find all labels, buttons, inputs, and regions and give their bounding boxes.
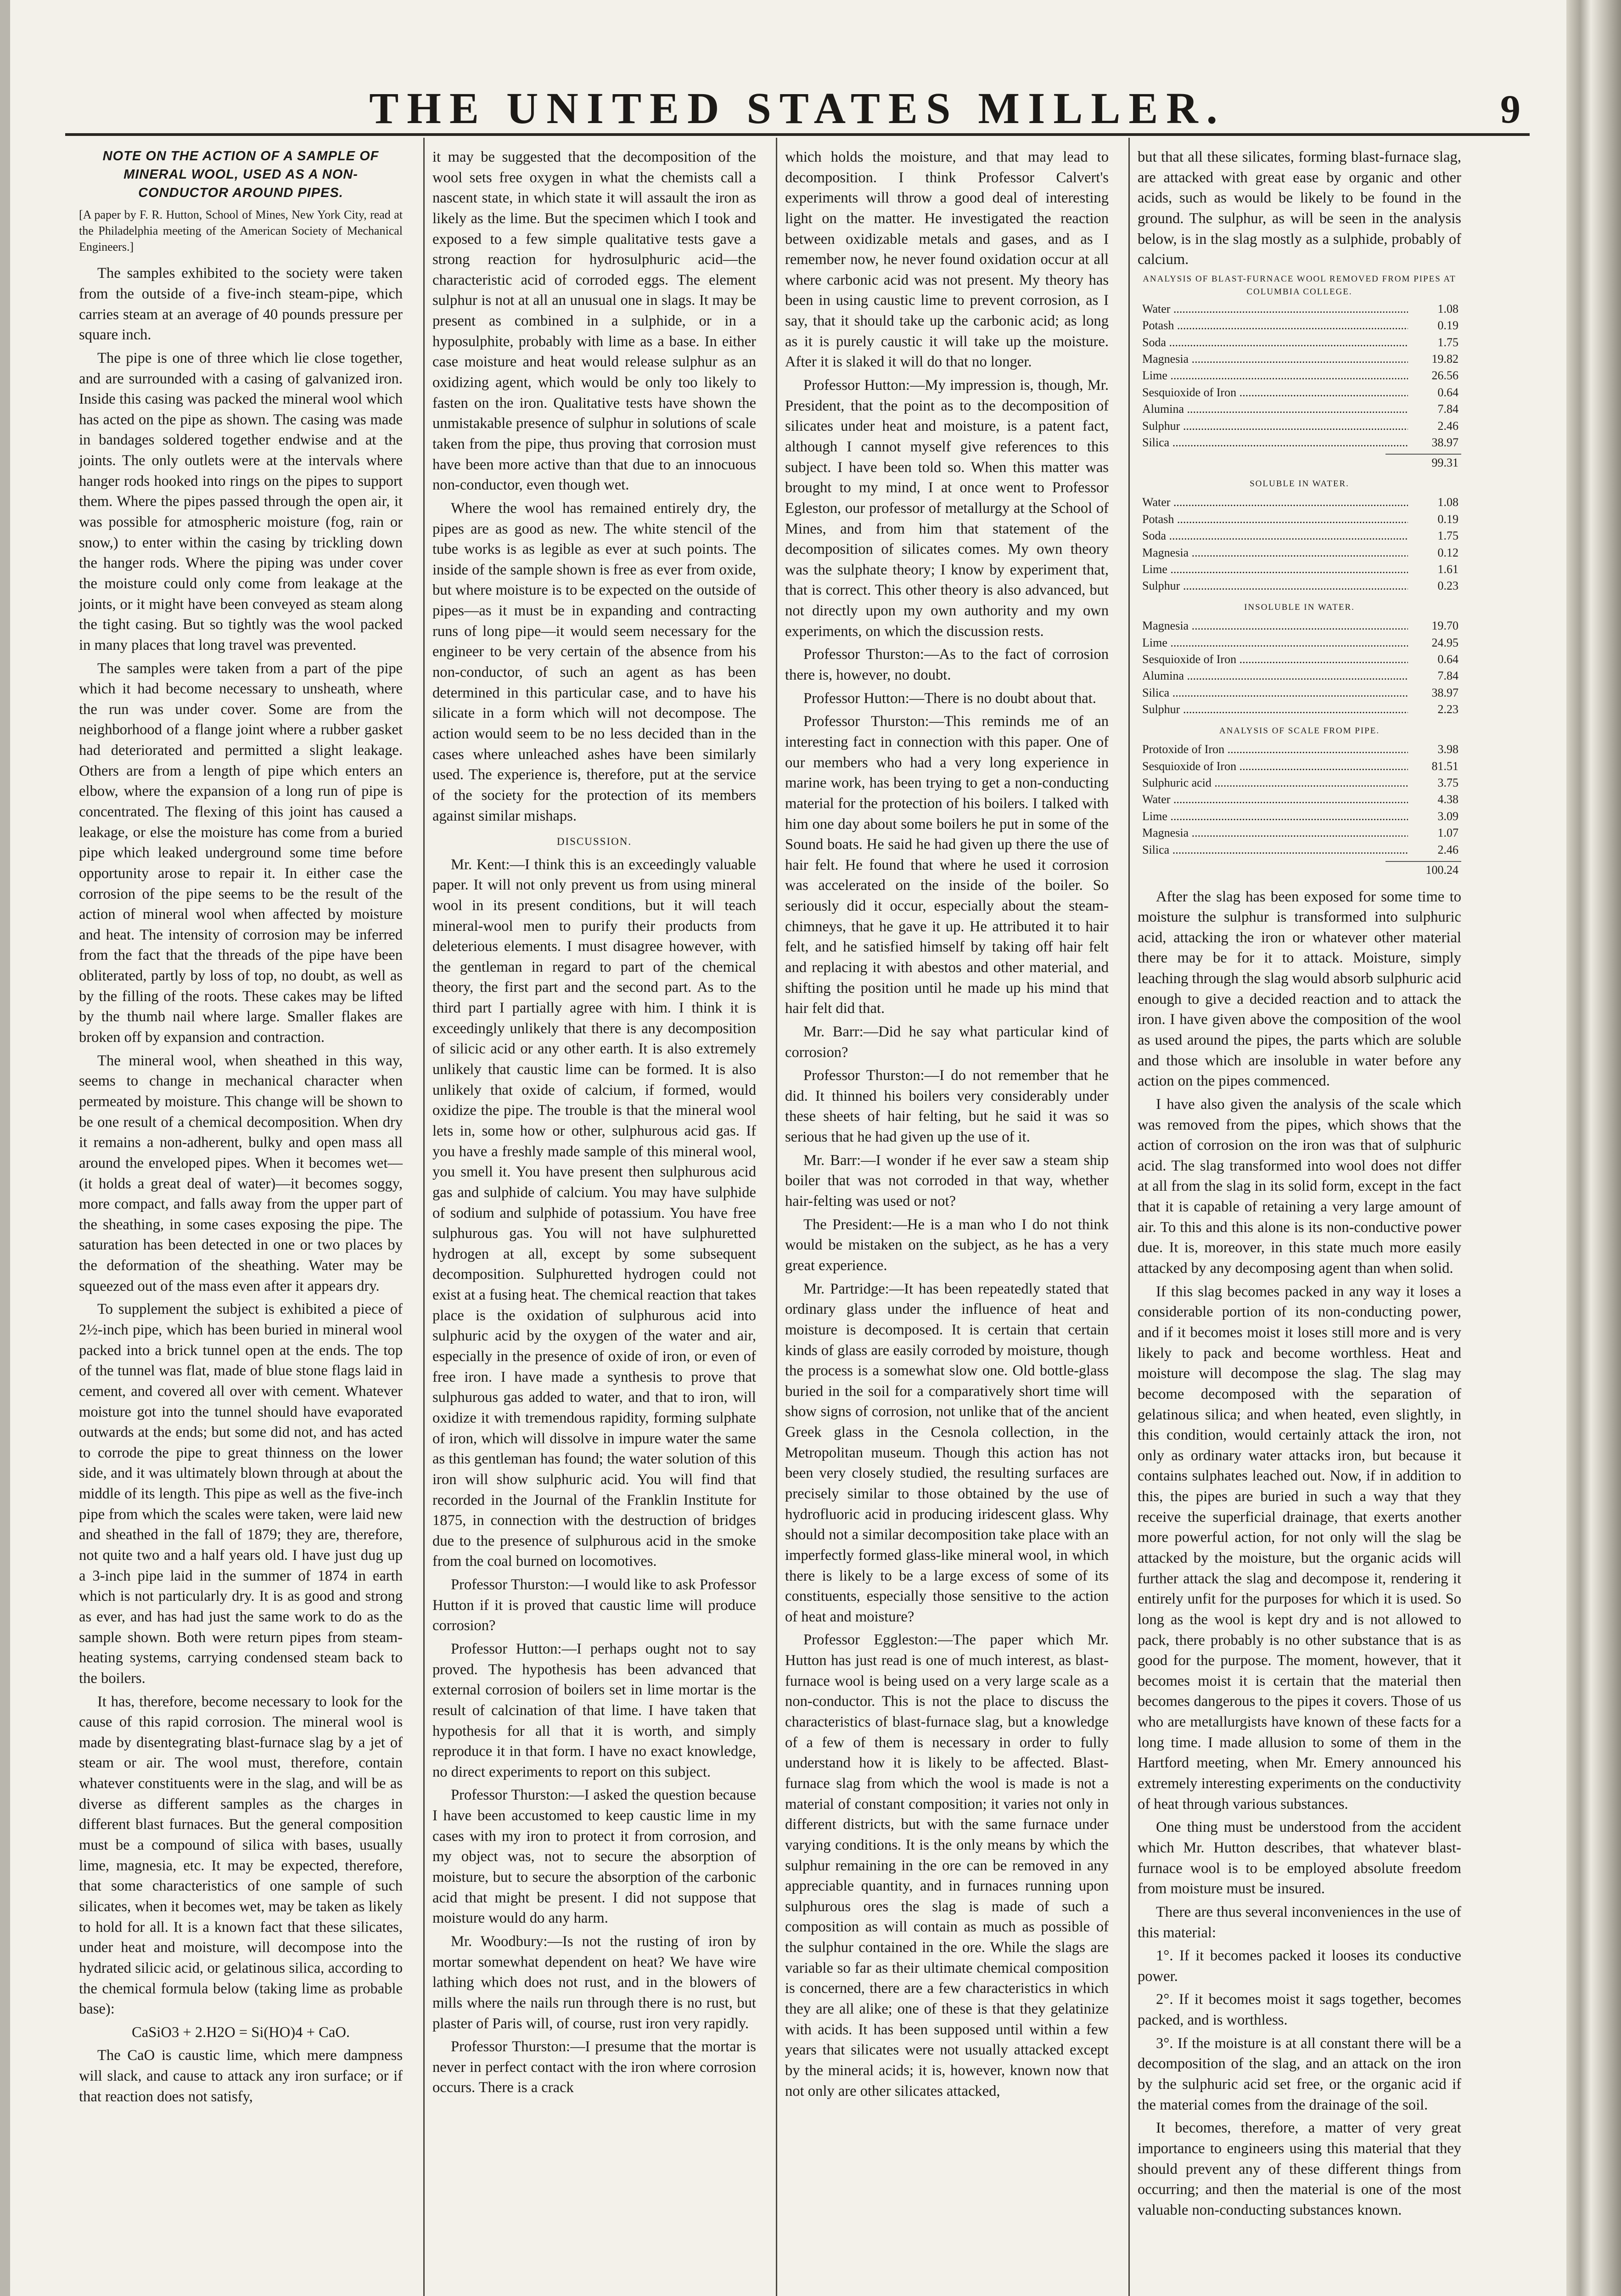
table-cell-substance: Magnesia .....	[1142, 618, 1408, 634]
table-cell-substance: Silica .....	[1142, 685, 1408, 701]
paragraph: Mr. Partridge:—It has been repeatedly stated that ordinary glass under the influence of heat and moisture is decomposed. It is certain that certain kinds of glass are easily corroded by moisture, though the process is a somewhat slow one. Old bottle-glass buried in the soil for a comparatively short time will show signs of corrosion, not unlike that of the ancient Greek glass in the Cesnola collection, in the Metropolitan museum. Though this action has not been very closely studied, the resulting surfaces are precisely similar to those obtained by the use of hydrofluoric acid in producing iridescent glass. Why should not a similar decomposition take place with an imperfectly formed glass-like mineral wool, in which there is likely to be a large excess of some of its constituents, especially those sensitive to the action of heat and moisture?	[785, 1280, 1109, 1625]
table-cell-value: 0.12	[1437, 546, 1458, 559]
paragraph: Mr. Kent:—I think this is an exceedingly valuable paper. It will not only prevent us from using mineral wool in its present conditions, but it will teach mineral-wool men to purify their products from deleterious elements. I must disagree however, with the gentleman in regard to part of the chemical theory, the first part and the second part. As to the third part I partially agree with him. I think it is exceedingly unlikely that there is any decomposition of silicic acid or any other earth. It is also extremely unlikely that caustic lime can be formed. It is also unlikely that oxide of calcium, if formed, would oxidize the pipe. The trouble is that the mineral wool lets in, some how or other, sulphurous acid gas. If you have a freshly made sample of this mineral wool, you smell it. You have present then sulphurous acid gas and sulphide of calcium. You may have sulphide of sodium and sulphide of potassium. You have free sulphurous gas. You will not have sulphuretted hydrogen at all, except by some subsequent decomposition. Sulphuretted hydrogen could not exist at a fusing heat. The chemical reaction that takes place is the oxidation of sulphurous acid into sulphuric acid by the oxygen of the water and air, especially in the presence of oxide of iron, or even of free iron. I have made a synthesis to prove that sulphurous gas added to water, and that to iron, will oxidize it with tremendous rapidity, forming sulphate of iron, which will dissolve in impure water the same as this gentleman has found; the water solution of this iron will show sulphuric acid. You will find that recorded in the Journal of the Franklin Institute for 1875, in connection with the destruction of bridges due to the presence of sulphurous acid in the smoke from the coal burned on locomotives.	[432, 856, 756, 1570]
table-cell-substance: Lime .....	[1142, 367, 1408, 384]
paragraph: I have also given the analysis of the scale which was removed from the pipes, which shows that the action of corrosion on the iron was that of sulphuric acid. The slag transformed into wool does not differ at all from the slag in its solid form, except in the fact that it is capable of retaining a very large amount of air. To this and this alone is its non-conductive power due. It is, moreover, in this state much more easily attacked by any decomposing agent than when solid.	[1138, 1096, 1461, 1277]
column-rule	[423, 138, 425, 2296]
table-cell-substance: Magnesia .....	[1142, 545, 1408, 561]
table-cell-substance: Sesquioxide of Iron .....	[1142, 384, 1408, 401]
table-cell-value: 0.19	[1437, 319, 1458, 332]
table-row	[1138, 758, 1461, 775]
insoluble-table-title: INSOLUBLE IN WATER.	[1244, 602, 1355, 612]
page-number: 9	[1500, 87, 1520, 132]
paragraph: Mr. Barr:—Did he say what particular kind of corrosion?	[785, 1023, 1109, 1061]
table-cell-substance: Magnesia .....	[1142, 825, 1408, 841]
table-cell-substance: Water .....	[1142, 301, 1408, 317]
scale-table	[1138, 741, 1461, 858]
table-cell-value: 3.09	[1437, 809, 1458, 823]
paragraph: Professor Hutton:—My impression is, though, Mr. President, that the point as to the decomposition of silicates under heat and moisture, is a patent fact, although I cannot myself give references to this subject. I have been told so. When this matter was brought to my mind, I at once went to Professor Egleston, our professor of metallurgy at the School of Mines, and from him that statement of the decomposition of silicates comes. My own theory was the sulphate theory; I know by experiment that, that is correct. This other theory is also advanced, but not directly upon my own authority and my own experiments, on which the discussion rests.	[785, 377, 1109, 640]
masthead-title: THE UNITED STATES MILLER.	[369, 84, 1226, 133]
paragraph: After the slag has been exposed for some time to moisture the sulphur is transformed into sulphuric acid, attacking the iron or whatever other material there may be for it to attack. Moisture, simply leaching through the slag would absorb sulphuric acid enough to give a decided reaction and to attack the iron. I have given above the composition of the wool as used around the pipes, the parts which are soluble and those which are insoluble in water before any action on the pipes commenced.	[1138, 888, 1461, 1090]
analysis-table-title: ANALYSIS OF BLAST-FURNACE WOOL REMOVED FROM PIPES AT COLUMBIA COLLEGE.	[1143, 274, 1456, 297]
table-cell-substance: Sulphuric acid .....	[1142, 775, 1408, 791]
table-row	[1138, 301, 1461, 317]
table-cell-substance: Potash .....	[1142, 511, 1408, 528]
paragraph: 3°. If the moisture is at all constant there will be a decomposition of the slag, and an attack on the iron by the sulphuric acid set free, or the organic acid if the material comes from the drainage of the soil.	[1138, 2035, 1461, 2113]
table-cell-value: 0.23	[1437, 579, 1458, 593]
table-row	[1138, 701, 1461, 718]
table-cell-substance: Sulphur .....	[1142, 578, 1408, 594]
table-row	[1138, 334, 1461, 351]
table-cell-substance: Lime .....	[1142, 561, 1408, 578]
analysis-total: 99.31	[1385, 454, 1461, 471]
table-cell-value: 38.97	[1431, 686, 1458, 699]
table-cell-substance: Water .....	[1142, 494, 1408, 511]
paragraph: There are thus several inconveniences in the use of this material:	[1138, 1903, 1461, 1941]
table-cell-value: 0.64	[1437, 385, 1458, 399]
table-cell-value: 4.38	[1437, 793, 1458, 806]
paragraph: Professor Eggleston:—The paper which Mr. Hutton has just read is one of much interest, as blast-furnace wool is being used on a very large scale as a non-conductor. This is not the place to discuss the characteristics of blast-furnace slag, but a knowledge of a few of them is necessary in order to fully understand how it is likely to be affected. Blast-furnace slag from which the wool is made is not a material of constant composition; it varies not only in different districts, but with the same furnace under varying conditions. It is the only means by which the sulphur remaining in the ore can be removed in any appreciable quantity, and in furnaces running upon sulphurous ores the slag is made of such a composition as will contain as much as possible of the sulphur contained in the ore. While the slags are variable so far as their ultimate chemical composition is concerned, there are a few characteristics in which they are all alike; one of these is that they gelatinize with acids. It has been supposed until within a few years that silicates were not usually attacked except by the mineral acids; it is, however, known now that not only are other silicates attacked,	[785, 1632, 1109, 2099]
table-row	[1138, 561, 1461, 578]
column-rule	[1128, 138, 1130, 2296]
table-cell-substance: Sesquioxide of Iron .....	[1142, 758, 1408, 775]
table-cell-value: 19.70	[1431, 619, 1458, 633]
insoluble-table	[1138, 618, 1461, 718]
table-row	[1138, 545, 1461, 561]
paragraph: Professor Thurston:—I would like to ask Professor Hutton if it is proved that caustic lime will produce corrosion?	[432, 1576, 756, 1634]
table-cell-substance: Alumina .....	[1142, 668, 1408, 684]
table-cell-value: 1.75	[1437, 529, 1458, 543]
table-row	[1138, 578, 1461, 594]
table-cell-value: 1.08	[1437, 302, 1458, 315]
paragraph: Mr. Barr:—I wonder if he ever saw a steam ship boiler that was not corroded in that way, whether hair-felting was used or not?	[785, 1152, 1109, 1210]
paragraph: The pipe is one of three which lie close together, and are surrounded with a casing of galvanized iron. Inside this casing was packed the mineral wool which has acted on the pipe as shown. The casing was made in bandages soldered together endwise and at the joints. The only outlets were at the intervals where hanger rods hooked into rings on the pipes to support them. Where the pipes passed through the open air, it was possible for atmospheric moisture (fog, rain or snow,) to enter within the casing by trickling down the hanger rods. Where the piping was under cover the moisture could only come from leakage at the joints, or it might have been conveyed as steam along the tight casing. But so tightly was the wool packed in many places that long travel was prevented.	[79, 349, 403, 653]
table-cell-substance: Soda .....	[1142, 528, 1408, 544]
discussion-heading: DISCUSSION.	[556, 836, 632, 848]
table-row	[1138, 668, 1461, 684]
table-cell-value: 3.75	[1437, 776, 1458, 789]
table-cell-substance: Alumina .....	[1142, 401, 1408, 417]
book-binding	[1566, 0, 1621, 2296]
table-row	[1138, 351, 1461, 367]
paragraph: 1°. If it becomes packed it looses its conductive power.	[1138, 1947, 1461, 1985]
table-row	[1138, 511, 1461, 528]
paragraph: Professor Thurston:—This reminds me of an interesting fact in connection with this paper. One of our members who had a very long experience in marine work, has been trying to get a non-conducting material for the protection of his boilers. I talked with him one day about some boilers he put in some of the Sound boats. He said he had given up there the use of hair felt. He found that where he used it corrosion was accelerated on the inside of the boiler. So seriously did it occur, especially about the steam-chimneys, that he gave it up. He attributed it to hair felt, and he satisfied himself by taking off hair felt and replacing it with abestos and other material, and shifting the position until he made up his mind that hair felt did that.	[785, 713, 1109, 1017]
masthead	[65, 69, 1530, 136]
table-cell-substance: Silica .....	[1142, 842, 1408, 858]
column-2	[432, 147, 756, 2101]
table-cell-substance: Protoxide of Iron .....	[1142, 741, 1408, 758]
table-cell-substance: Sesquioxide of Iron .....	[1142, 651, 1408, 668]
table-cell-value: 2.23	[1437, 703, 1458, 716]
chemical-formula: CaSiO3 + 2.H2O = Si(HO)4 + CaO.	[131, 2024, 350, 2041]
table-row	[1138, 651, 1461, 668]
table-cell-value: 7.84	[1437, 402, 1458, 416]
scale-table-title: ANALYSIS OF SCALE FROM PIPE.	[1219, 726, 1380, 736]
column-3	[785, 147, 1109, 2104]
scale-total: 100.24	[1385, 861, 1461, 878]
paragraph: The samples exhibited to the society were taken from the outside of a five-inch steam-pipe, which carries steam at an average of 40 pounds pressure per square inch.	[79, 265, 403, 343]
soluble-table	[1138, 494, 1461, 594]
table-row	[1138, 842, 1461, 858]
paragraph: 2°. If it becomes moist it sags together, becomes packed, and is worthless.	[1138, 1991, 1461, 2029]
table-row	[1138, 367, 1461, 384]
column-rule	[776, 138, 777, 2296]
table-row	[1138, 741, 1461, 758]
table-row	[1138, 685, 1461, 701]
table-cell-value: 1.07	[1437, 826, 1458, 840]
newspaper-page	[10, 0, 1566, 2296]
paragraph: Professor Thurston:—I do not remember that he did. It thinned his boilers very considerably under these sheets of hair felting, but he said it was so serious that he had given up the use of it.	[785, 1067, 1109, 1146]
table-cell-value: 7.84	[1437, 669, 1458, 683]
table-row	[1138, 384, 1461, 401]
table-cell-value: 1.61	[1437, 563, 1458, 576]
table-cell-value: 81.51	[1431, 759, 1458, 773]
table-cell-value: 2.46	[1437, 843, 1458, 856]
paragraph: Professor Hutton:—There is no doubt about that.	[803, 690, 1096, 707]
scan-edge	[0, 0, 10, 2296]
table-row	[1138, 618, 1461, 634]
article-title: NOTE ON THE ACTION OF A SAMPLE OF MINERAL WOOL, USED AS A NON-CONDUCTOR AROUND PIPES.	[102, 149, 379, 201]
table-row	[1138, 494, 1461, 511]
table-cell-value: 2.46	[1437, 419, 1458, 433]
table-row	[1138, 434, 1461, 451]
paragraph: To supplement the subject is exhibited a piece of 2½-inch pipe, which has been buried in mineral wool packed into a brick tunnel open at the ends. The top of the tunnel was flat, made of blue stone flags laid in cement, and covered all over with cement. Whatever moisture got into the tunnel should have evaporated outwards at the ends; but some did not, and has acted to corrode the pipe to great thinness on the lower side, and it was ultimately blown through at about the middle of its length. This pipe as well as the five-inch pipe from which the scales were taken, were laid new and sheathed in the fall of 1879; they are, therefore, not quite two and a half years old. I have just dug up a 3-inch pipe laid in the summer of 1874 in earth which is not particularly dry. It is as good and strong as ever, and has had just the same work to do as the sample shown. Both were return pipes from steam-heating systems, carrying condensed steam back to the boilers.	[79, 1301, 403, 1687]
table-cell-substance: Potash .....	[1142, 317, 1408, 334]
table-cell-value: 26.56	[1431, 369, 1458, 383]
table-row	[1138, 401, 1461, 417]
table-cell-value: 38.97	[1431, 435, 1458, 449]
table-cell-value: 1.08	[1437, 495, 1458, 509]
table-row	[1138, 635, 1461, 651]
paragraph: Professor Hutton:—I perhaps ought not to say proved. The hypothesis has been advanced that external corrosion of boilers set in lime mortar is the result of calcination of that lime. I have taken that hypothesis for all that it is worth, and simply reproduce it in that form. I have no exact knowledge, no direct experiments to report on this subject.	[432, 1640, 756, 1780]
paragraph: Professor Thurston:—I asked the question because I have been accustomed to keep caustic lime in my cases with my iron to protect it from corrosion, and my object was, not to secure the absorption of moisture, but to secure the absorption of the carbonic acid that might be present. I did not suppose that moisture would do any harm.	[432, 1787, 756, 1927]
analysis-table	[1138, 301, 1461, 451]
table-cell-substance: Sulphur .....	[1142, 701, 1408, 718]
table-cell-value: 24.95	[1431, 636, 1458, 649]
paragraph: it may be suggested that the decomposition of the wool sets free oxygen in what the chemists call a nascent state, in which state it will assault the iron as likely as the lime. But the specimen which I took and exposed to a few simple qualitative tests gave a strong reaction for hydrosulphuric acid—the characteristic acid of corroded eggs. The element sulphur is not at all an unusual one in slags. It may be present as combined in a sulphide, or in a hyposulphite, probably with lime as a base. In either case moisture and heat would release sulphur as an oxidizing agent, which would be only too likely to fasten on the iron. Qualitative tests have shown the unmistakable presence of sulphur in solutions of scale taken from the pipe, thus proving that corrosion must have been more active than that due to an innocuous non-conductor, even though wet.	[432, 149, 756, 494]
paragraph: but that all these silicates, forming blast-furnace slag, are attacked with great ease by organic and other acids, such as would be likely to be found in the ground. The sulphur, as will be seen in the analysis below, is in the slag mostly as a sulphide, probably of calcium.	[1138, 149, 1461, 268]
paragraph: The samples were taken from a part of the pipe which it had become necessary to unsheath, where the run was under cover. Some are from the neighborhood of a flange joint where a rubber gasket had deteriorated and permitted a slight leakage. Others are from a length of pipe which enters an elbow, where the expansion of a long run of pipe is concentrated. The flexing of this joint has caused a leakage, or else the moisture has come from a buried pipe which leaked underground some time before opportunity arose to repair it. In either case the corrosion of the pipe seems to be the result of the action of mineral wool when affected by moisture and heat. The intensity of corrosion may be inferred from the fact that the threads of the pipe have been obliterated, partly by loss of top, no doubt, as well as by the filling of the roots. These cakes may be lifted by the thumb nail where large. Smaller flakes are broken off by expansion and contraction.	[79, 660, 403, 1046]
table-row	[1138, 791, 1461, 808]
table-cell-value: 19.82	[1431, 352, 1458, 366]
paragraph: One thing must be understood from the accident which Mr. Hutton describes, that whatever blast-furnace wool is to be employed absolute freedom from moisture must be insured.	[1138, 1819, 1461, 1897]
table-cell-value: 0.64	[1437, 653, 1458, 666]
table-cell-value: 3.98	[1437, 743, 1458, 756]
table-row	[1138, 528, 1461, 544]
table-row	[1138, 418, 1461, 434]
table-row	[1138, 825, 1461, 841]
table-cell-substance: Lime .....	[1142, 808, 1408, 825]
paragraph: The President:—He is a man who I do not think would be mistaken on the subject, as he has a very great experience.	[785, 1216, 1109, 1274]
table-cell-substance: Soda .....	[1142, 334, 1408, 351]
table-cell-substance: Silica .....	[1142, 434, 1408, 451]
paragraph: The CaO is caustic lime, which mere dampness will slack, and cause to attack any iron surface; or if that reaction does not satisfy,	[79, 2047, 403, 2105]
table-row	[1138, 317, 1461, 334]
table-cell-substance: Water .....	[1142, 791, 1408, 808]
paragraph: The mineral wool, when sheathed in this way, seems to change in mechanical character when permeated by moisture. This change will be shown to be one result of a chemical decomposition. When dry it remains a non-adherent, bulky and open mass all around the enveloped pipes. When it becomes wet—(it holds a great deal of water)—it becomes soggy, more compact, and falls away from the upper part of the sheathing, in some cases exposing the pipe. The saturation has been detected in one or two places by the deformation of the sheathing. Water may be squeezed out of the mass even after it appears dry.	[79, 1052, 403, 1294]
paragraph: Professor Thurston:—As to the fact of corrosion there is, however, no doubt.	[785, 646, 1109, 684]
paragraph: It has, therefore, become necessary to look for the cause of this rapid corrosion. The mineral wool is made by disentegrating blast-furnace slag by a jet of steam or air. The wool must, therefore, contain whatever constituents were in the slag, and will be as diverse as different samples as the charges in different blast furnaces. But the general composition must be a compound of silica with bases, usually lime, magnesia, etc. It may be expected, therefore, that some characteristics of one sample of such silicates, when it becomes wet, may be taken as likely to hold for all. It is a known fact that these silicates, under heat and moisture, will decompose into the hydrated silicic acid, or gelatinous silica, according to the chemical formula below (taking lime as probable base):	[79, 1693, 403, 2018]
column-4	[1138, 147, 1461, 2223]
paragraph: If this slag becomes packed in any way it loses a considerable portion of its non-conducting power, and if it becomes moist it loses still more and is very likely to pack and become worthless. Heat and moisture will decompose the slag. The slag may become decomposed with the separation of gelatinous silica; and when heated, even slightly, in this condition, would certainly attack the iron, not only as ordinary water attacks iron, but because it contains sulphates leached out. Now, if in addition to this, the pipes are buried in such a way that they receive the superficial drainage, that exerts another more powerful action, for not only will the slag be attacked by the moisture, but the organic acids will further attack the slag and decompose it, rendering it entirely unfit for the purposes for which it is used. So long as the wool is kept dry and is not allowed to pack, there probably is no other substance that is as good for the purpose. The moment, however, that it becomes moist it is certain that the material then becomes dangerous to the pipes it covers. Those of us who are metallurgists have known of these facts for a long time. I made allusion to some of them in the Hartford meeting, when Mr. Emery announced his extremely interesting experiments on the conductivity of heat through various substances.	[1138, 1283, 1461, 1812]
paragraph: which holds the moisture, and that may lead to decomposition. I think Professor Calvert's experiments will throw a good deal of interesting light on the matter. He investigated the reaction between oxidizable metals and gases, and as I remember now, he never found oxidation occur at all where carbonic acid was not present. My theory has been in using caustic lime to prevent corrosion, as I say, that it should take up the carbonic acid; as long as it is purely caustic it will take up the moisture. After it is slaked it will do that no longer.	[785, 149, 1109, 371]
table-cell-substance: Sulphur .....	[1142, 418, 1408, 434]
article-byline: [A paper by F. R. Hutton, School of Mines, New York City, read at the Philadelphia meeting of the American Society of Mechanical Engineers.]	[79, 208, 403, 254]
table-row	[1138, 808, 1461, 825]
table-cell-substance: Magnesia .....	[1142, 351, 1408, 367]
table-cell-substance: Lime .....	[1142, 635, 1408, 651]
soluble-table-title: SOLUBLE IN WATER.	[1250, 478, 1349, 489]
paragraph: Professor Thurston:—I presume that the mortar is never in perfect contact with the iron where corrosion occurs. There is a crack	[432, 2038, 756, 2096]
table-cell-value: 1.75	[1437, 335, 1458, 349]
paragraph: It becomes, therefore, a matter of very great importance to engineers using this material that they should prevent any of these different things from occurring; and then the material is one of the most valuable non-conducting substances known.	[1138, 2120, 1461, 2218]
column-1	[79, 147, 403, 2110]
table-cell-value: 0.19	[1437, 512, 1458, 526]
table-row	[1138, 775, 1461, 791]
paragraph: Mr. Woodbury:—Is not the rusting of iron by mortar somewhat dependent on heat? We have wire lathing which does not rust, and in the blowers of mills where the nails run through there is no rust, but plaster of Paris will, of course, rust iron very rapidly.	[432, 1933, 756, 2032]
paragraph: Where the wool has remained entirely dry, the pipes are as good as new. The white stencil of the tube works is as legible as ever at such points. The inside of the sample shown is free as ever from oxide, but where moisture is to be expected on the outside of pipes—as it must be in expanding and contracting runs of long pipe—it would seem necessary for the engineer to be very certain of the absence from his non-conductor, of such an agent as has been determined in this particular case, and to have his silicate in a form which will not decompose. The action would seem to be no less decided than in the cases where unleached ashes have been similarly used. The experience is, therefore, put at the service of the society for the protection of its members against similar mishaps.	[432, 500, 756, 824]
